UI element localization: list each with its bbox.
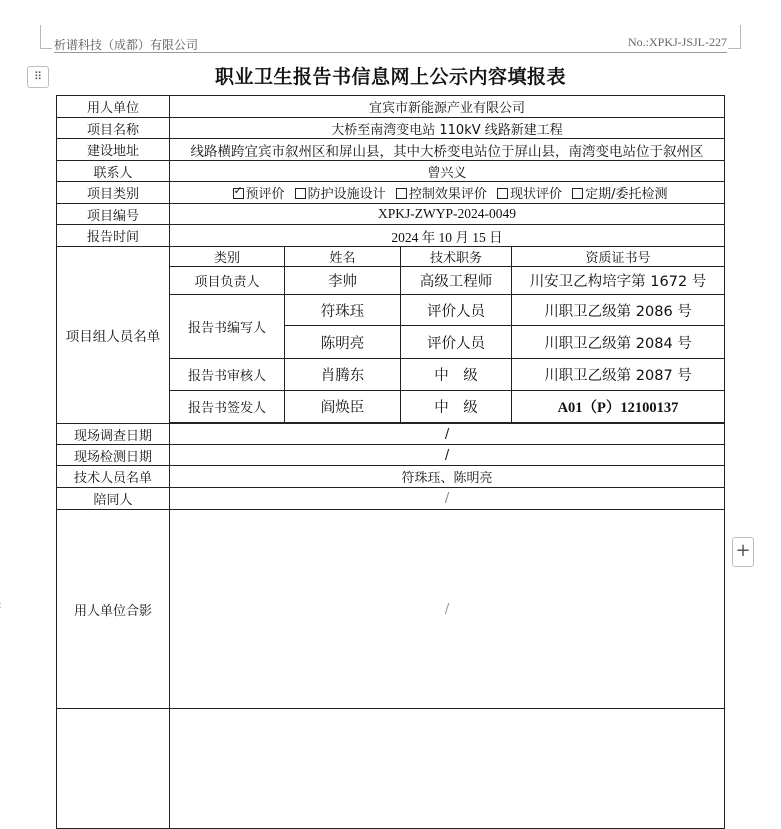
- employer-value[interactable]: 宜宾市新能源产业有限公司: [170, 96, 725, 118]
- table-row: [57, 510, 725, 709]
- contact-label: 联系人: [57, 161, 170, 182]
- leader-cert[interactable]: 川安卫乙构培字第 1672 号: [512, 267, 725, 295]
- tech-staff-label: 技术人员名单: [57, 466, 170, 488]
- leader-name[interactable]: 李帅: [285, 267, 401, 295]
- add-row-button[interactable]: +: [732, 537, 754, 567]
- writer-name[interactable]: 陈明亮: [285, 326, 401, 359]
- reviewer-cert[interactable]: 川职卫乙级第 2087 号: [512, 359, 725, 391]
- reviewer-name[interactable]: 肖腾东: [285, 359, 401, 391]
- leader-title[interactable]: 高级工程师: [401, 267, 512, 295]
- report-time-label: 报告时间: [57, 225, 170, 247]
- header-company: 析谱科技（成都）有限公司: [54, 38, 199, 52]
- team-header: 资质证书号: [512, 247, 725, 267]
- table-row: [57, 445, 725, 466]
- detect-date-value[interactable]: /: [170, 445, 725, 466]
- issuer-cert[interactable]: A01（P）12100137: [512, 391, 725, 423]
- category-option[interactable]: 防护设施设计: [289, 187, 386, 202]
- employer-label: 用人单位: [57, 96, 170, 118]
- table-row: [57, 182, 725, 204]
- table-row: [57, 204, 725, 225]
- collapse-arrow-icon[interactable]: [0, 598, 2, 612]
- category-label: 项目类别: [57, 182, 170, 204]
- checkbox-icon[interactable]: [396, 188, 407, 199]
- category-option[interactable]: 现状评价: [491, 187, 562, 202]
- table-row: [57, 139, 725, 161]
- category-option[interactable]: 定期/委托检测: [566, 187, 667, 202]
- writer-role: 报告书编写人: [170, 295, 285, 359]
- tech-staff-value[interactable]: 符珠珏、陈明亮: [170, 466, 725, 488]
- checkbox-checked-icon[interactable]: [233, 188, 244, 199]
- contact-value[interactable]: 曾兴义: [170, 161, 725, 182]
- photo-value[interactable]: /: [170, 510, 725, 709]
- team-header: 技术职务: [401, 247, 512, 267]
- project-no-label: 项目编号: [57, 204, 170, 225]
- companion-value[interactable]: /: [170, 488, 725, 510]
- team-header: 姓名: [285, 247, 401, 267]
- site-value[interactable]: 线路横跨宜宾市叙州区和屏山县，其中大桥变电站位于屏山县，南湾变电站位于叙州区: [170, 139, 725, 161]
- page-margin-marker: [40, 25, 41, 49]
- issuer-title[interactable]: 中 级: [401, 391, 512, 423]
- disclosure-form-table: [56, 95, 725, 829]
- table-row: [57, 466, 725, 488]
- project-no-value[interactable]: XPKJ-ZWYP-2024-0049: [170, 204, 725, 225]
- reviewer-role: 报告书审核人: [170, 359, 285, 391]
- empty-cell[interactable]: [57, 709, 170, 829]
- category-options: [170, 182, 725, 204]
- table-row: [57, 247, 725, 267]
- category-option[interactable]: ✓ 预评价: [227, 187, 285, 202]
- issuer-role: 报告书签发人: [170, 391, 285, 423]
- checkbox-icon[interactable]: [295, 188, 306, 199]
- checkbox-icon[interactable]: [497, 188, 508, 199]
- writer-cert[interactable]: 川职卫乙级第 2084 号: [512, 326, 725, 359]
- project-name-label: 项目名称: [57, 118, 170, 139]
- table-row: [57, 709, 725, 829]
- table-row: [57, 488, 725, 510]
- checkbox-icon[interactable]: [572, 188, 583, 199]
- header-divider: [54, 52, 727, 53]
- reviewer-title[interactable]: 中 级: [401, 359, 512, 391]
- page-margin-marker: [728, 48, 740, 49]
- writer-name[interactable]: 符珠珏: [285, 295, 401, 326]
- document-title: 职业卫生报告书信息网上公示内容填报表: [214, 66, 566, 88]
- table-row: [57, 118, 725, 139]
- table-row: [57, 225, 725, 247]
- survey-date-value[interactable]: /: [170, 424, 725, 445]
- companion-label: 陪同人: [57, 488, 170, 510]
- leader-role: 项目负责人: [170, 267, 285, 295]
- team-header: 类别: [170, 247, 285, 267]
- writer-title[interactable]: 评价人员: [401, 326, 512, 359]
- table-row: [57, 424, 725, 445]
- header-doc-number: No.:XPKJ-JSJL-227: [627, 35, 727, 49]
- empty-cell[interactable]: [170, 709, 725, 829]
- drag-handle-icon[interactable]: ⠿: [27, 66, 49, 88]
- issuer-name[interactable]: 阎焕臣: [285, 391, 401, 423]
- photo-label: 用人单位合影: [57, 510, 170, 709]
- table-row: [57, 161, 725, 182]
- page-margin-marker: [740, 25, 741, 49]
- project-name-value[interactable]: 大桥至南湾变电站 110kV 线路新建工程: [170, 118, 725, 139]
- survey-date-label: 现场调查日期: [57, 424, 170, 445]
- team-label: 项目组人员名单: [57, 247, 170, 424]
- site-label: 建设地址: [57, 139, 170, 161]
- writer-cert[interactable]: 川职卫乙级第 2086 号: [512, 295, 725, 326]
- table-row: [57, 96, 725, 118]
- page-margin-marker: [40, 48, 52, 49]
- writer-title[interactable]: 评价人员: [401, 295, 512, 326]
- detect-date-label: 现场检测日期: [57, 445, 170, 466]
- report-time-value[interactable]: 2024 年 10 月 15 日: [170, 225, 725, 247]
- category-option[interactable]: 控制效果评价: [390, 187, 487, 202]
